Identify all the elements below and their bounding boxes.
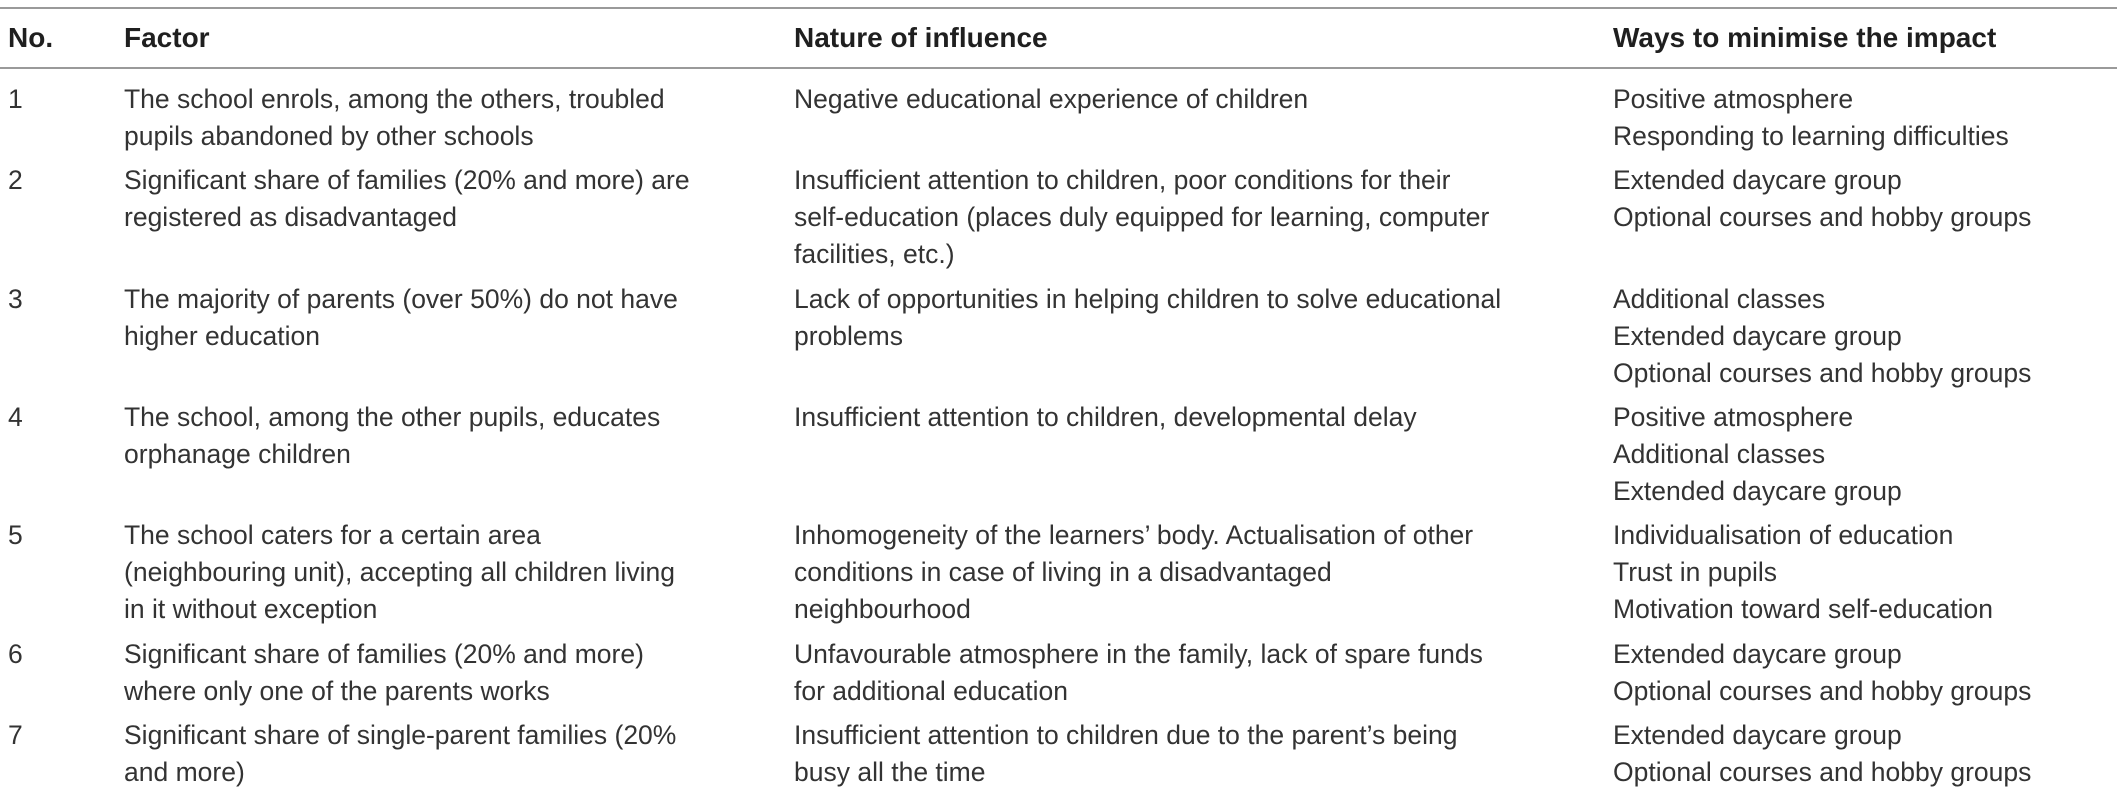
cell-ways (1613, 399, 2113, 510)
cell-line: Significant share of families (20% and more) are (124, 165, 690, 195)
cell-line: Extended daycare group (1613, 720, 1902, 750)
cell-nature (794, 517, 1574, 628)
header-ways: Ways to minimise the impact (1613, 22, 1997, 53)
cell-line: Extended daycare group (1613, 476, 1902, 506)
cell-nature (794, 717, 1574, 791)
cell-line: Optional courses and hobby groups (1613, 757, 2032, 787)
cell-line: neighbourhood (794, 594, 971, 624)
cell-line: Optional courses and hobby groups (1613, 358, 2032, 388)
cell-line: self-education (places duly equipped for learning, computer (794, 202, 1490, 232)
cell-line: pupils abandoned by other schools (124, 121, 534, 151)
cell-line: Trust in pupils (1613, 557, 1777, 587)
cell-line: (neighbouring unit), accepting all children living (124, 557, 675, 587)
cell-line: Positive atmosphere (1613, 402, 1854, 432)
cell-factor (124, 717, 734, 791)
cell-ways (1613, 717, 2113, 791)
table-header-rule (0, 67, 2117, 69)
cell-line: Insufficient attention to children, poor conditions for their (794, 165, 1451, 195)
cell-factor (124, 281, 734, 355)
cell-line: higher education (124, 321, 320, 351)
cell-no: 3 (8, 284, 23, 314)
cell-line: Optional courses and hobby groups (1613, 676, 2032, 706)
cell-line: Insufficient attention to children, developmental delay (794, 402, 1417, 432)
cell-line: Optional courses and hobby groups (1613, 202, 2032, 232)
cell-line: and more) (124, 757, 245, 787)
cell-no: 7 (8, 720, 23, 750)
cell-nature (794, 162, 1574, 273)
cell-ways (1613, 281, 2113, 392)
cell-line: Motivation toward self-education (1613, 594, 1994, 624)
cell-nature (794, 281, 1574, 355)
cell-line: The school enrols, among the others, troubled (124, 84, 665, 114)
cell-line: busy all the time (794, 757, 986, 787)
cell-line: orphanage children (124, 439, 351, 469)
cell-no: 1 (8, 84, 23, 114)
cell-nature (794, 636, 1574, 710)
cell-factor (124, 636, 734, 710)
cell-line: Significant share of single-parent families (20% (124, 720, 677, 750)
cell-line: problems (794, 321, 903, 351)
cell-factor (124, 162, 734, 236)
header-factor: Factor (124, 22, 210, 53)
cell-ways (1613, 636, 2113, 710)
cell-line: where only one of the parents works (124, 676, 550, 706)
cell-ways (1613, 81, 2113, 155)
cell-no: 2 (8, 165, 23, 195)
cell-line: facilities, etc.) (794, 239, 955, 269)
table-top-rule (0, 7, 2117, 9)
header-no: No. (8, 22, 54, 53)
cell-line: Extended daycare group (1613, 165, 1902, 195)
cell-no: 5 (8, 520, 23, 550)
cell-line: Significant share of families (20% and more) (124, 639, 644, 669)
cell-line: Extended daycare group (1613, 321, 1902, 351)
cell-line: Individualisation of education (1613, 520, 1954, 550)
cell-line: Additional classes (1613, 439, 1826, 469)
cell-line: Positive atmosphere (1613, 84, 1854, 114)
cell-ways (1613, 517, 2113, 628)
cell-factor (124, 517, 734, 628)
header-nature: Nature of influence (794, 22, 1048, 53)
cell-line: for additional education (794, 676, 1069, 706)
cell-line: Extended daycare group (1613, 639, 1902, 669)
cell-no: 4 (8, 402, 23, 432)
cell-line: Lack of opportunities in helping children to solve educational (794, 284, 1502, 314)
cell-factor (124, 399, 734, 473)
cell-line: The majority of parents (over 50%) do not have (124, 284, 678, 314)
cell-line: conditions in case of living in a disadvantaged (794, 557, 1332, 587)
cell-line: Unfavourable atmosphere in the family, lack of spare funds (794, 639, 1483, 669)
cell-line: in it without exception (124, 594, 378, 624)
cell-line: Inhomogeneity of the learners’ body. Actualisation of other (794, 520, 1474, 550)
cell-ways (1613, 162, 2113, 236)
cell-no: 6 (8, 639, 23, 669)
cell-line: The school caters for a certain area (124, 520, 541, 550)
cell-nature (794, 399, 1574, 436)
cell-line: The school, among the other pupils, educates (124, 402, 661, 432)
cell-line: Additional classes (1613, 284, 1826, 314)
cell-factor (124, 81, 734, 155)
table-header-row (0, 20, 2117, 60)
cell-line: Negative educational experience of children (794, 84, 1309, 114)
cell-nature (794, 81, 1574, 118)
cell-line: Responding to learning difficulties (1613, 121, 2009, 151)
cell-line: Insufficient attention to children due to the parent’s being (794, 720, 1458, 750)
cell-line: registered as disadvantaged (124, 202, 457, 232)
